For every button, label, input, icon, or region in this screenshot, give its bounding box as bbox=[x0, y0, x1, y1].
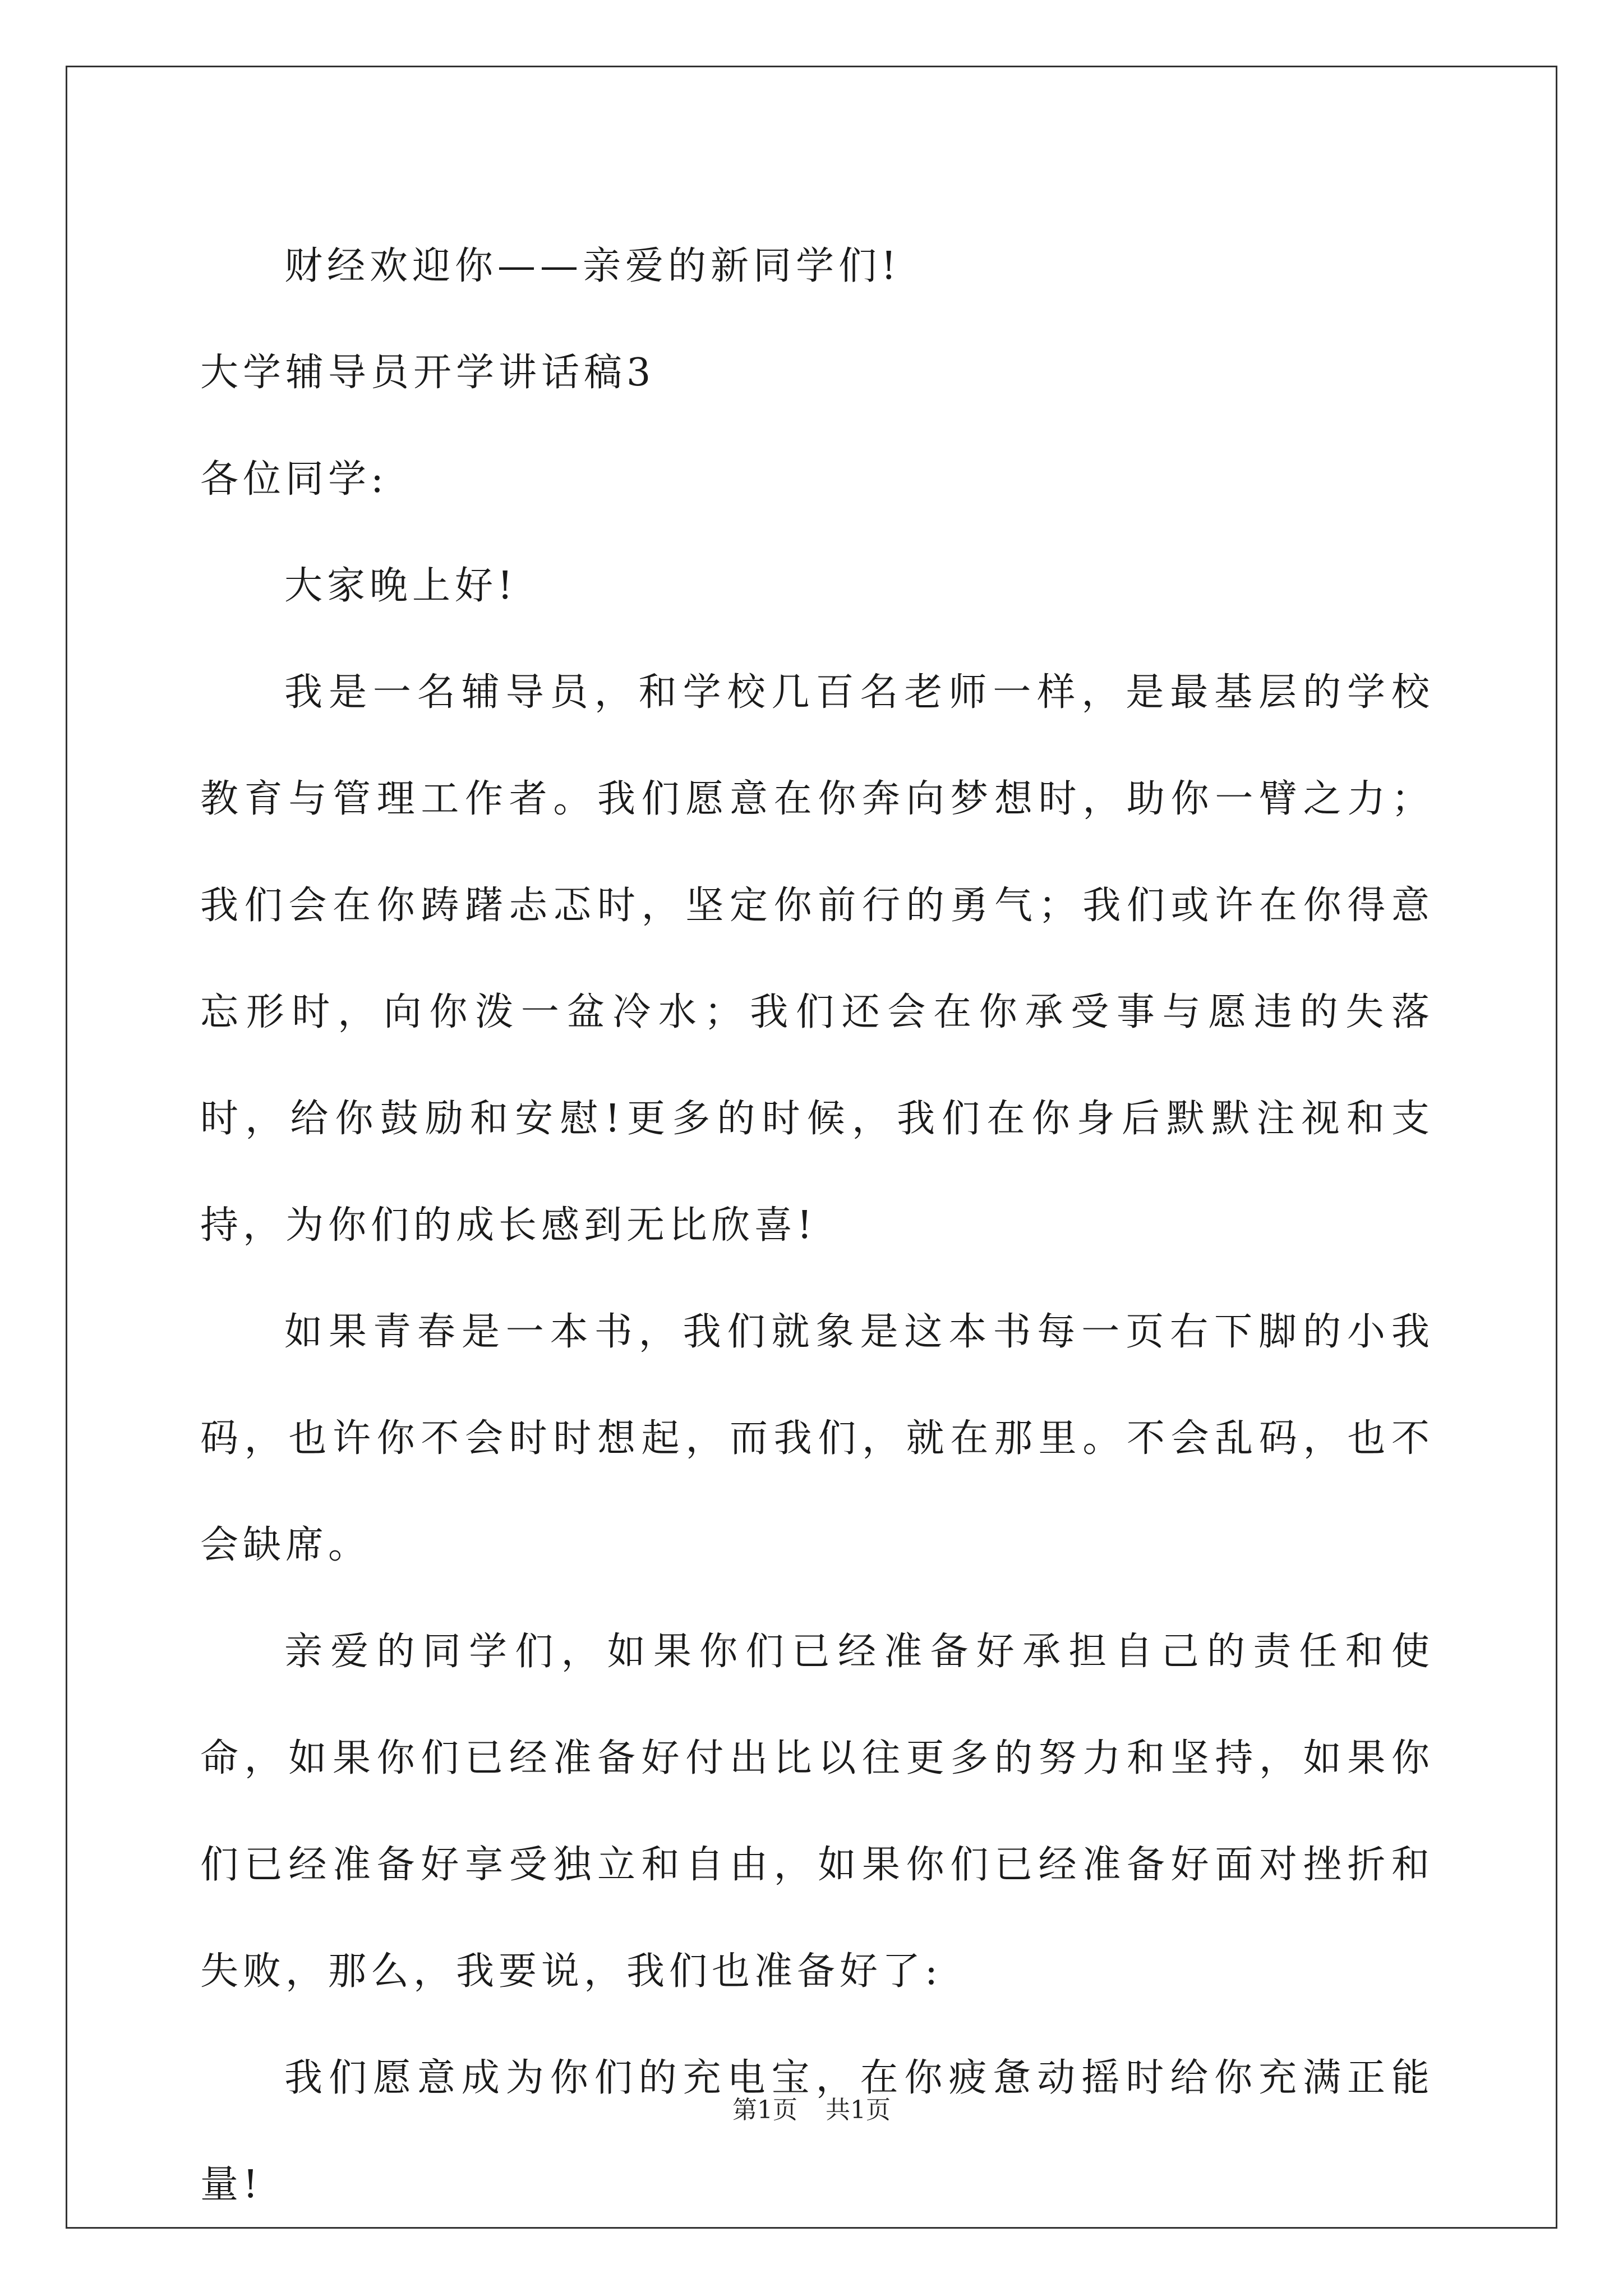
paragraph-greeting: 大家晚上好! bbox=[284, 564, 518, 608]
paragraph-body: 如果青春是一本书，我们就象是这本书每一页右下脚的小我码，也许你不会时时想起，而我们，就在那里。不会乱码，也不会缺席。 bbox=[200, 1310, 1434, 1567]
paragraph-salutation: 各位同学: bbox=[200, 457, 388, 501]
page-number-total: 共1页 bbox=[826, 2096, 891, 2124]
paragraph-body: 亲爱的同学们，如果你们已经准备好承担自己的责任和使命，如果你们已经准备好付出比以往更多的努力和坚持，如果你们已经准备好享受独立和自由，如果你们已经准备好面对挫折和失败，那么，我要说，我们也准备好了: bbox=[200, 1630, 1434, 1994]
paragraph-body: 我们愿意成为你们的充电宝，在你疲惫动摇时给你充满正能量! bbox=[200, 2056, 1434, 2207]
document-body bbox=[200, 213, 1434, 2238]
page-footer bbox=[0, 2090, 1623, 2125]
paragraph-welcome: 财经欢迎你——亲爱的新同学们! bbox=[284, 244, 901, 288]
paragraph-body: 我是一名辅导员，和学校几百名老师一样，是最基层的学校教育与管理工作者。我们愿意在你奔向梦想时，助你一臂之力；我们会在你踌躇忐忑时，坚定你前行的勇气；我们或许在你得意忘形时，向你泼一盆冷水；我们还会在你承受事与愿违的失落时，给你鼓励和安慰!更多的时候，我们在你身后默默注视和支持，为你们的成长感到无比欣喜! bbox=[200, 670, 1434, 1248]
page-number-current: 第1页 bbox=[732, 2096, 797, 2124]
paragraph-title: 大学辅导员开学讲话稿3 bbox=[200, 351, 656, 395]
